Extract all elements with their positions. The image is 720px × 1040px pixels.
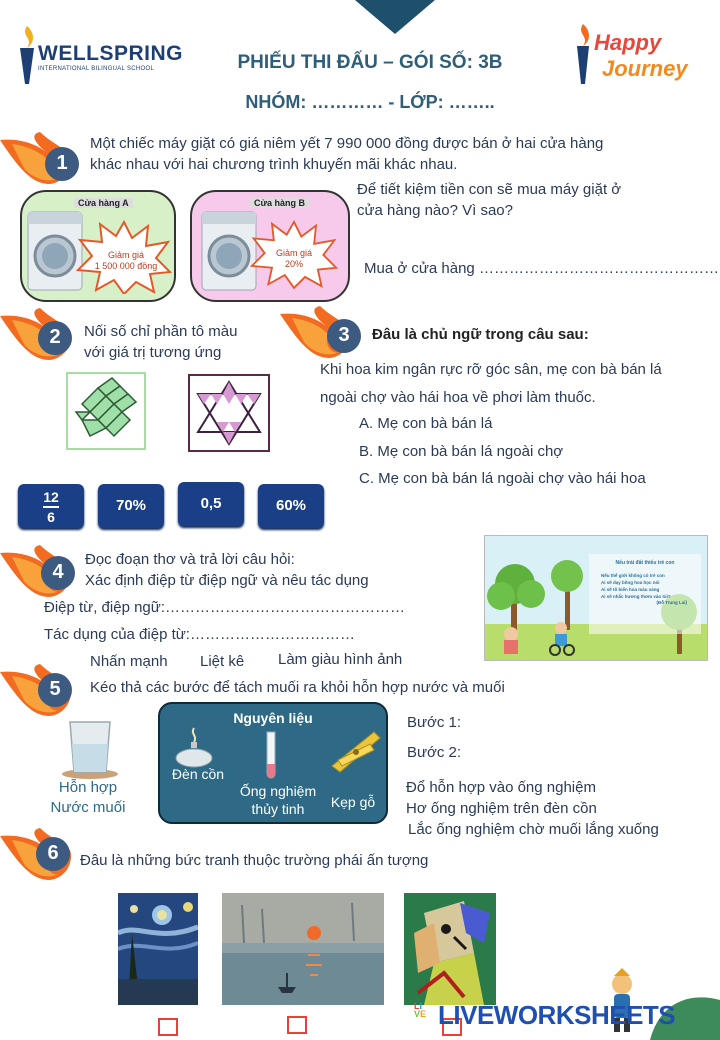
q1-question-line2: cửa hàng nào? Vì sao? [357, 202, 513, 219]
q3-sentence [320, 356, 715, 412]
painting-impression-sunrise [222, 893, 384, 1005]
option-0-5[interactable]: 0,5 [178, 482, 244, 526]
question-number: 6 [47, 842, 59, 864]
liveworksheets-logo [414, 990, 720, 1040]
q4-text-line1: Đọc đoạn thơ và trả lời câu hỏi: [85, 551, 295, 568]
poem-author: (Đỗ Trung Lai) [656, 600, 687, 605]
mixture-label-line1: Hỗn hợp [58, 779, 118, 796]
poem-box [589, 554, 701, 634]
tag-lam-giau-hinh-anh[interactable]: Làm giàu hình ảnh [278, 651, 403, 668]
test-tube-icon[interactable] [264, 730, 278, 782]
water-glass-icon [58, 716, 122, 780]
poem-line: Nếu thế giới không có trẻ con [601, 573, 665, 578]
step-1-slot[interactable]: Bước 1: [407, 714, 462, 731]
fraction-bar [43, 506, 59, 508]
store-a-discount-label: Giảm giá [107, 250, 144, 260]
choice-b[interactable]: B. Mẹ con bà bán lá ngoài chợ [359, 443, 564, 460]
q1-answer-field[interactable]: Mua ở cửa hàng ………………………………………… [364, 260, 719, 277]
store-a-discount-value: 1 500 000 đồng [94, 261, 158, 271]
item-test-tube-line1: Ống nghiệm [239, 783, 317, 799]
poem-illustration [484, 535, 708, 661]
fire-icon [0, 826, 82, 882]
painting-cubist-portrait [404, 893, 496, 1005]
q4-answer-1[interactable]: Điệp từ, điệp ngữ:………………………………………… [44, 599, 405, 616]
shaded-shape-2[interactable] [188, 374, 270, 452]
store-a-card [20, 190, 176, 302]
fire-icon [0, 543, 82, 599]
q3-sentence-line1: Khi hoa kim ngân rực rỡ góc sân, mẹ con bà bán lá [320, 361, 662, 378]
q4-text [85, 549, 485, 591]
brand-journey: Journey [602, 56, 688, 81]
poem-title: Nếu trái đất thiếu trẻ con [615, 560, 675, 566]
liveworksheets-wordmark: LIVEWORKSHEETS [438, 1000, 676, 1030]
item-test-tube-line2: thủy tinh [251, 801, 305, 817]
question-number: 4 [52, 561, 64, 583]
q4-text-line2: Xác định điệp từ điệp ngữ và nêu tác dụng [85, 572, 369, 589]
group-class-line: NHÓM: ………… - LỚP: …….. [245, 92, 495, 112]
materials-panel [158, 702, 388, 824]
materials-title: Nguyên liệu [233, 710, 313, 726]
q1-question [357, 179, 697, 221]
weave-pattern-icon [68, 374, 144, 448]
store-b-discount-value: 20% [284, 259, 303, 269]
step-option-pour[interactable]: Đổ hỗn hợp vào ống nghiệm [406, 779, 596, 796]
question-number: 5 [49, 678, 61, 700]
q3-sentence-line2: ngoài chợ vào hái hoa về phơi làm thuốc. [320, 389, 596, 406]
page-title: PHIẾU THI ĐẤU – GÓI SỐ: 3B [237, 52, 503, 73]
q1-text [90, 133, 690, 175]
alcohol-lamp-icon[interactable] [172, 726, 216, 768]
q2-text [84, 321, 304, 363]
q2-text-line2: với giá trị tương ứng [84, 344, 222, 361]
torch-icon [572, 22, 594, 86]
painting-starry-night [118, 893, 198, 1005]
shaded-shape-1[interactable] [66, 372, 146, 450]
question-badge-1 [0, 130, 82, 186]
fire-icon [0, 662, 82, 718]
fraction-denominator: 6 [47, 509, 55, 525]
q1-text-line2: khác nhau với hai chương trình khuyến mãi khác nhau. [90, 156, 458, 173]
store-a-name: Cửa hàng A [74, 198, 133, 208]
wellspring-logo [12, 24, 183, 88]
question-badge-6 [0, 826, 82, 882]
choice-a[interactable]: A. Mẹ con bà bán lá [359, 415, 493, 432]
checkbox-painting-1[interactable] [158, 1018, 178, 1036]
store-b-discount [258, 248, 330, 270]
poem-line: Ai sẽ tô biển hoa màu vàng [601, 587, 660, 592]
starry-night-image [118, 893, 198, 1005]
step-option-heat[interactable]: Hơ ống nghiệm trên đèn cồn [406, 800, 597, 817]
q6-text: Đâu là những bức tranh thuộc trường phái ấn tượng [80, 852, 429, 869]
choice-c[interactable]: C. Mẹ con bà bán lá ngoài chợ vào hái hoa [359, 470, 646, 487]
poem-line: Ai sẽ dạy bông hoa học nói [601, 580, 660, 585]
poem-lines [601, 572, 701, 600]
q1-question-line1: Để tiết kiệm tiền con sẽ mua máy giặt ở [357, 181, 622, 198]
mixture-label[interactable] [40, 778, 136, 818]
happy-journey-logo [572, 22, 692, 88]
q3-question: Đâu là chủ ngữ trong câu sau: [372, 326, 589, 343]
step-option-shake[interactable]: Lắc ống nghiệm chờ muối lắng xuống [408, 821, 659, 838]
question-badge-4 [0, 543, 82, 599]
item-test-tube[interactable] [230, 782, 326, 818]
impression-sunrise-image [222, 893, 384, 1005]
poem-line: Ai sẽ nhắc hương thơm vào túi? [601, 594, 671, 599]
tag-liet-ke[interactable]: Liệt kê [200, 653, 245, 670]
question-number: 1 [56, 152, 68, 174]
store-b-name: Cửa hàng B [250, 198, 309, 208]
question-number: 3 [338, 324, 350, 346]
cubist-portrait-image [404, 893, 496, 1005]
q2-text-line1: Nối số chỉ phần tô màu [84, 323, 238, 340]
checkbox-painting-2[interactable] [287, 1016, 307, 1034]
q5-text: Kéo thả các bước để tách muối ra khỏi hỗn hợp nước và muối [90, 679, 505, 696]
brand-happy: Happy [594, 30, 662, 55]
option-60-percent[interactable]: 60% [258, 484, 324, 528]
store-a-discount [88, 250, 164, 272]
item-wooden-clamp[interactable]: Kẹp gỗ [330, 794, 376, 810]
school-subtitle: INTERNATIONAL BILINGUAL SCHOOL [38, 66, 155, 72]
option-12-6[interactable] [18, 484, 84, 528]
store-b-discount-label: Giảm giá [275, 248, 312, 258]
store-b-card [190, 190, 350, 302]
option-70-percent[interactable]: 70% [98, 484, 164, 528]
tag-nhan-manh[interactable]: Nhấn mạnh [90, 653, 168, 670]
q4-answer-2[interactable]: Tác dụng của điệp từ:…………………………… [44, 626, 355, 643]
item-alcohol-lamp[interactable]: Đèn cồn [171, 766, 225, 782]
question-badge-2 [0, 306, 82, 362]
question-number: 2 [49, 326, 61, 348]
fire-icon [0, 306, 82, 362]
step-2-slot[interactable]: Bước 2: [407, 744, 462, 761]
fraction-numerator: 12 [43, 489, 59, 505]
wooden-clamp-icon[interactable] [328, 726, 384, 776]
question-badge-5 [0, 662, 82, 718]
school-name: WELLSPRING [38, 42, 183, 65]
q1-text-line1: Một chiếc máy giặt có giá niêm yết 7 990 000 đồng được bán ở hai cửa hàng [90, 135, 604, 152]
hexagram-icon [190, 376, 268, 450]
live-badge-icon: LI VE [414, 1001, 427, 1019]
question-badge-3 [280, 304, 362, 360]
top-triangle-decoration [355, 0, 435, 34]
mixture-label-line2: Nước muối [50, 799, 126, 816]
